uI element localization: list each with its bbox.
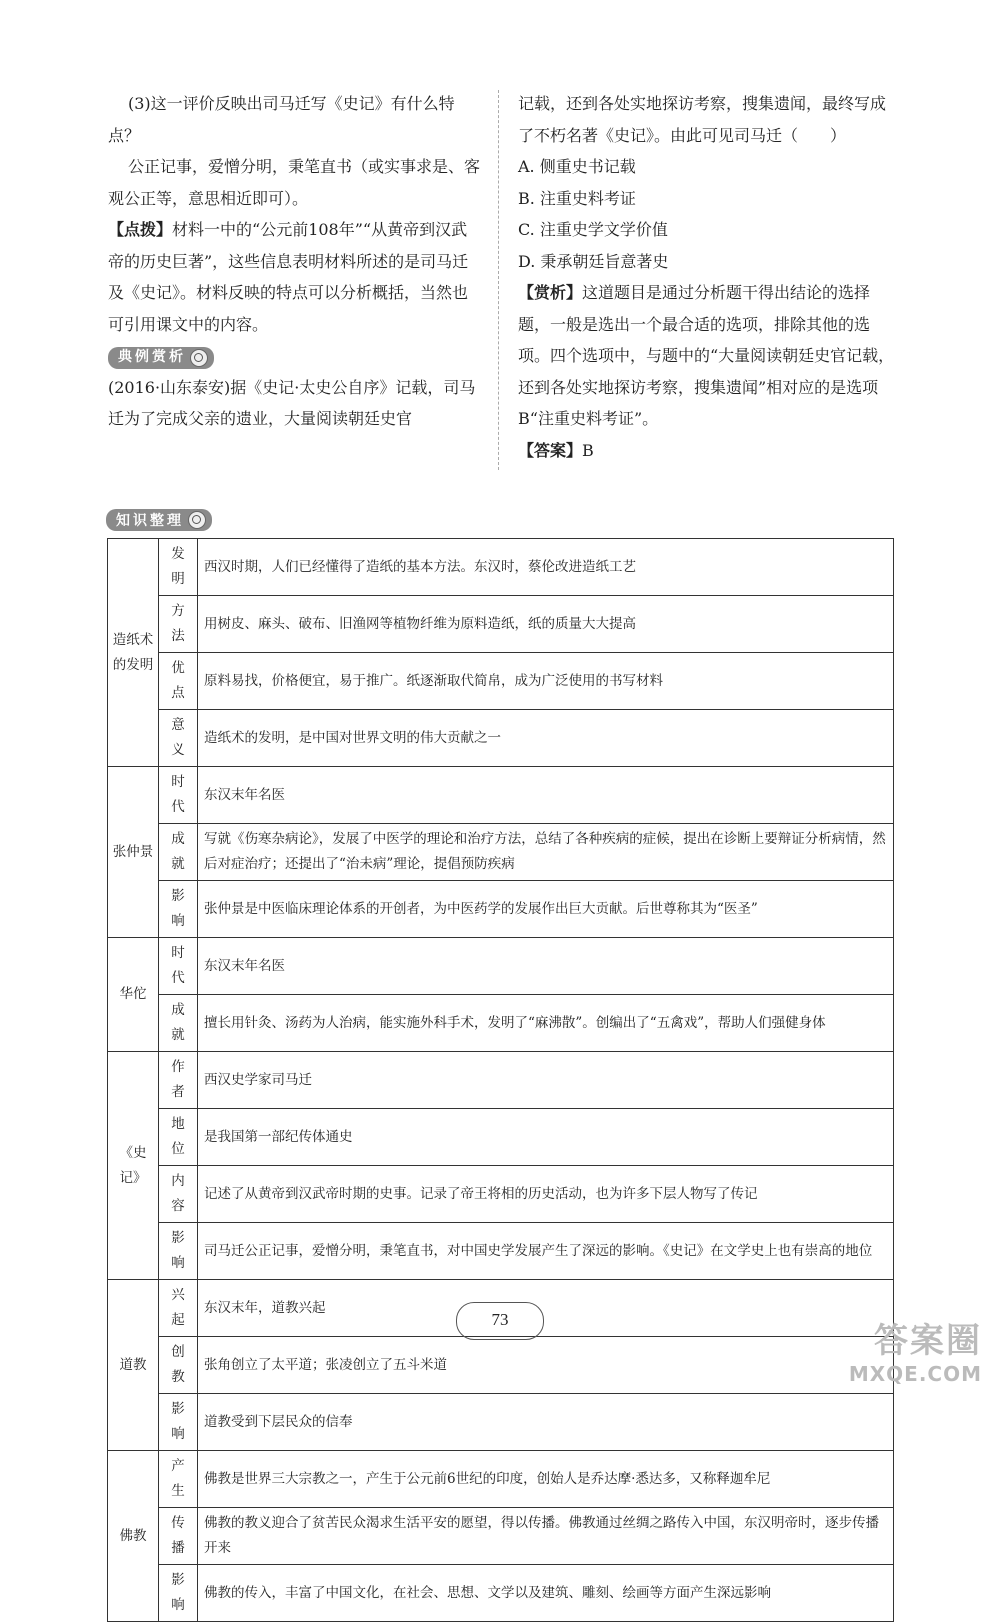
sub-cell: 方法 [159,596,198,653]
watermark [849,1313,982,1386]
content-cell: 佛教是世界三大宗教之一，产生于公元前6世纪的印度，创始人是乔达摩·悉达多，又称释迦牟尼 [198,1451,894,1508]
sub-cell: 地位 [159,1109,198,1166]
content-cell: 佛教的教义迎合了贫苦民众渴求生活平安的愿望，得以传播。佛教通过丝绸之路传入中国，东汉明帝时，逐步传播开来 [198,1508,894,1565]
table-row [108,1052,894,1109]
sub-cell: 传播 [159,1508,198,1565]
table-row [108,1166,894,1223]
sub-cell: 发明 [159,539,198,596]
option-a: A. 侧重史书记载 [518,157,636,176]
analysis-text: 这道题目是通过分析题干得出结论的选择题，一般是选出一个最合适的选项，排除其他的选项。四个选项中，与题中的“大量阅读朝廷史官记载，还到各处实地探访考察，搜集遗闻”相对应的是选项B“注重史料考证”。 [518,283,895,428]
right-column [518,88,896,466]
table-row [108,1451,894,1508]
table-row [108,1394,894,1451]
sub-cell: 产生 [159,1451,198,1508]
example-text-start: (2016·山东泰安)据《史记·太史公自序》记载，司马迁为了完成父亲的遗业，大量阅读朝廷史官 [108,377,476,428]
content-cell: 司马迁公正记事，爱憎分明，秉笔直书，对中国史学发展产生了深远的影响。《史记》在文学史上也有崇高的地位 [198,1223,894,1280]
content-cell: 记述了从黄帝到汉武帝时期的史事。记录了帝王将相的历史活动，也为许多下层人物写了传记 [198,1166,894,1223]
content-cell: 东汉末年，道教兴起 [198,1280,894,1337]
content-cell: 张角创立了太平道；张凌创立了五斗米道 [198,1337,894,1394]
topic-cell: 《史记》 [108,1052,159,1280]
table-row [108,710,894,767]
sub-cell: 优点 [159,653,198,710]
table-row [108,539,894,596]
question-text: (3)这一评价反映出司马迁写《史记》有什么特点？ [108,94,455,145]
table-row [108,995,894,1052]
content-cell: 西汉史学家司马迁 [198,1052,894,1109]
table-row [108,881,894,938]
example-section-tag [108,347,214,369]
knowledge-section-tag [106,509,212,531]
sub-cell: 影响 [159,881,198,938]
table-row [108,596,894,653]
sub-cell: 作者 [159,1052,198,1109]
tip-text: 材料一中的“公元前108年”“从黄帝到汉武帝的历史巨著”，这些信息表明材料所述的是司马迁及《史记》。材料反映的特点可以分析概括，当然也可引用课文中的内容。 [108,220,469,334]
analysis-paragraph [518,277,896,435]
sub-cell: 兴起 [159,1280,198,1337]
content-cell: 东汉末年名医 [198,938,894,995]
option-b: B. 注重史料考证 [518,188,636,208]
table-row [108,653,894,710]
option-c: C. 注重史学文学价值 [518,220,668,239]
sub-cell: 时代 [159,767,198,824]
analysis-label: 【赏析】 [518,283,583,302]
table-row [108,824,894,881]
table-row [108,1223,894,1280]
example-tag-label: 典例赏析 [118,349,186,365]
answer-text: 公正记事，爱憎分明，秉笔直书（或实事求是、客观公正等，意思相近即可）。 [108,157,481,208]
topic-cell: 道教 [108,1280,159,1451]
content-cell: 造纸术的发明，是中国对世界文明的伟大贡献之一 [198,710,894,767]
content-cell: 写就《伤寒杂病论》，发展了中医学的理论和治疗方法，总结了各种疾病的症候，提出在诊断上要辩证分析病情，然后对症治疗；还提出了“治未病”理论，提倡预防疾病 [198,824,894,881]
content-cell: 原料易找，价格便宜，易于推广。纸逐渐取代简帛，成为广泛使用的书写材料 [198,653,894,710]
watermark-line2: MXQE.COM [848,1362,982,1386]
watermark-line1: 答案圈 [874,1321,982,1361]
sub-cell: 成就 [159,824,198,881]
table-row [108,1337,894,1394]
knowledge-table [107,538,894,1622]
topic-cell: 张仲景 [108,767,159,938]
sub-cell: 意义 [159,710,198,767]
tip-label: 【点拨】 [108,220,173,239]
content-cell: 张仲景是中医临床理论体系的开创者，为中医药学的发展作出巨大贡献。后世尊称其为“医圣” [198,881,894,938]
content-cell: 东汉末年名医 [198,767,894,824]
table-row [108,767,894,824]
content-cell: 是我国第一部纪传体通史 [198,1109,894,1166]
answer-value: B [582,440,594,460]
table-row [108,938,894,995]
sub-cell: 内容 [159,1166,198,1223]
content-cell: 用树皮、麻头、破布、旧渔网等植物纤维为原料造纸，纸的质量大大提高 [198,596,894,653]
knowledge-tag-label: 知识整理 [116,513,184,529]
sub-cell: 影响 [159,1223,198,1280]
content-cell: 擅长用针灸、汤药为人治病，能实施外科手术，发明了“麻沸散”。创编出了“五禽戏”，帮助人们强健身体 [198,995,894,1052]
answer-line [518,435,896,467]
page-number: 73 [456,1302,544,1340]
sub-cell: 时代 [159,938,198,995]
option-d: D. 秉承朝廷旨意著史 [518,251,669,271]
table-row [108,1565,894,1622]
table-row [108,1508,894,1565]
sub-cell: 影响 [159,1394,198,1451]
topic-cell: 佛教 [108,1451,159,1622]
answer-label: 【答案】 [518,440,583,460]
left-column [108,88,483,435]
content-cell: 西汉时期，人们已经懂得了造纸的基本方法。东汉时，蔡伦改进造纸工艺 [198,539,894,596]
sub-cell: 影响 [159,1565,198,1622]
sub-cell: 创教 [159,1337,198,1394]
column-divider [498,90,499,470]
content-cell: 道教受到下层民众的信奉 [198,1394,894,1451]
table-row [108,1109,894,1166]
tip-paragraph [108,214,483,340]
example-text-cont: 记载，还到各处实地探访考察，搜集遗闻，最终写成了不朽名著《史记》。由此可见司马迁（ ） [518,94,887,145]
topic-cell: 华佗 [108,938,159,1052]
topic-cell: 造纸术的发明 [108,539,159,767]
magnifier-icon [188,511,206,529]
magnifier-icon [190,349,208,367]
content-cell: 佛教的传入，丰富了中国文化，在社会、思想、文学以及建筑、雕刻、绘画等方面产生深远影响 [198,1565,894,1622]
sub-cell: 成就 [159,995,198,1052]
